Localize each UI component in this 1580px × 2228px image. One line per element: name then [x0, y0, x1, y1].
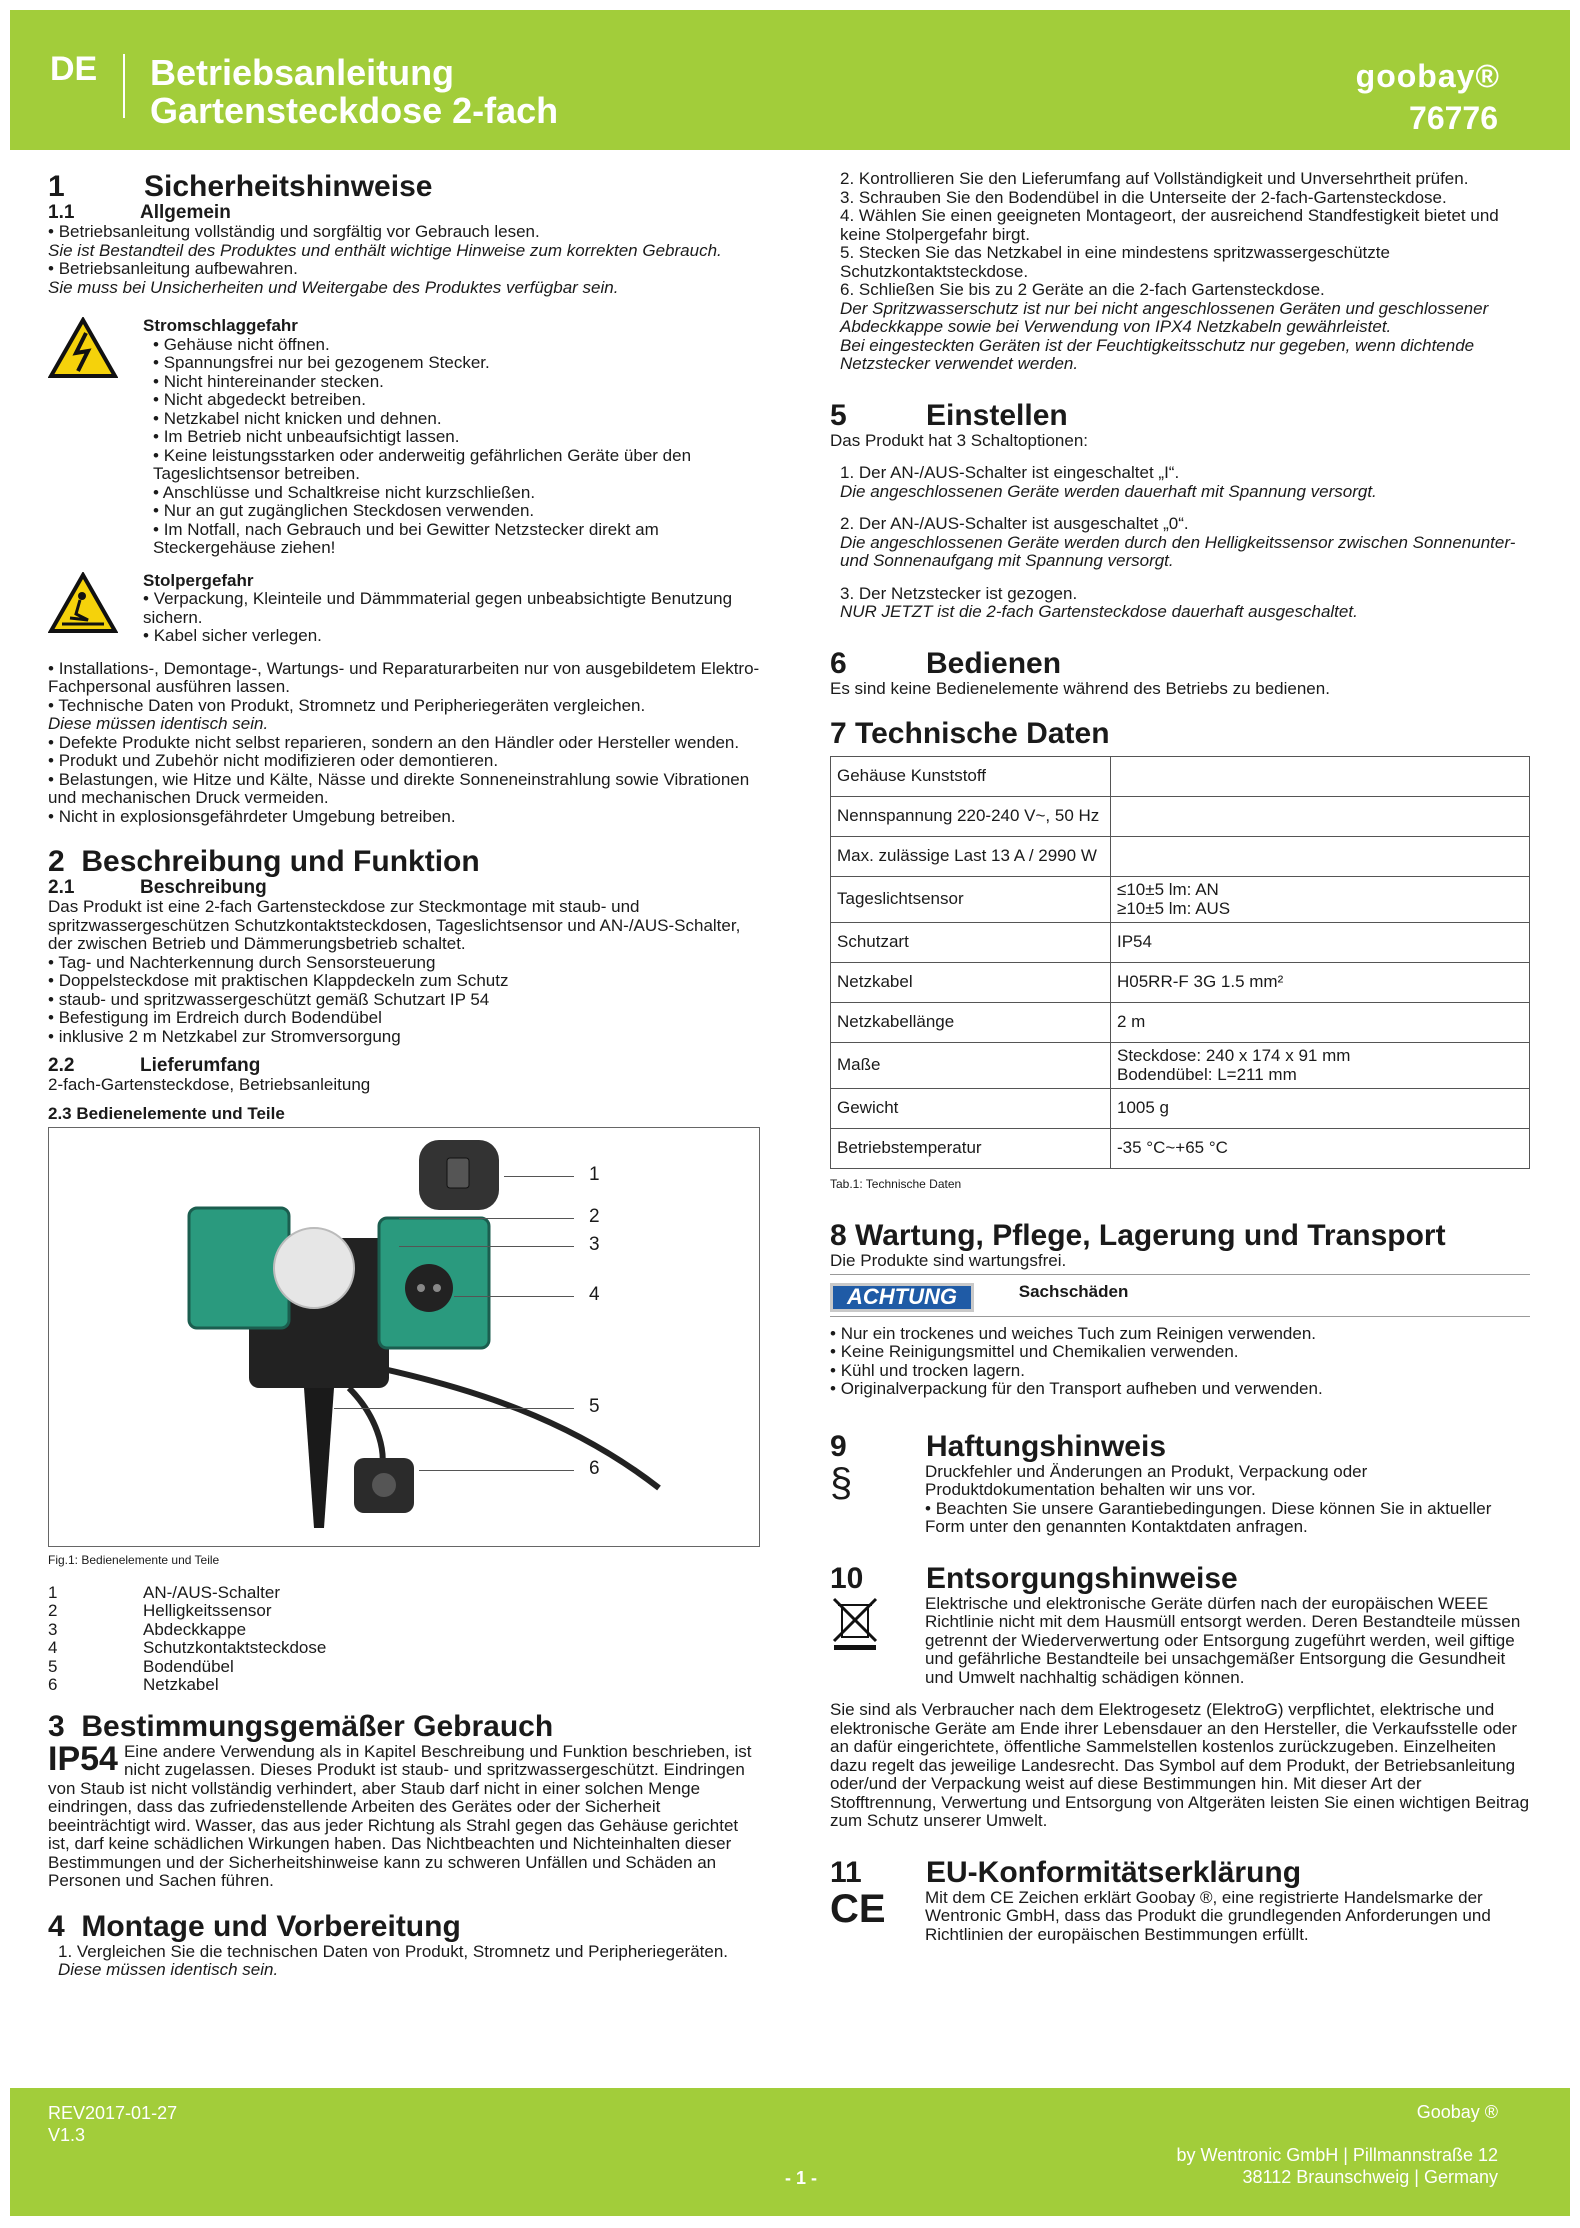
part-number: 1	[48, 1582, 58, 1602]
ip54-badge: IP54	[48, 1739, 118, 1778]
electric-hazard-icon	[48, 317, 118, 379]
table-value: -35 °C~+65 °C	[1111, 1129, 1530, 1169]
step-4: 4. Wählen Sie einen geeigneten Montageort, der ausreichend Standfestigkeit bietet und keine Stolpergefahr birgt.	[840, 206, 1499, 244]
table-row	[831, 923, 1530, 963]
part-name: Schutzkontaktsteckdose	[143, 1638, 327, 1657]
section-9-heading: 9 Haftungshinweis	[830, 1429, 1167, 1463]
part-number: 5	[48, 1656, 58, 1676]
table-value: 1005 g	[1111, 1089, 1530, 1129]
option-3: 3. Der Netzstecker ist gezogen.	[840, 583, 1078, 603]
option-3-note: NUR JETZT ist die 2-fach Gartensteckdose dauerhaft ausgeschaltet.	[840, 602, 1358, 621]
caution-badge: ACHTUNG	[830, 1283, 974, 1312]
liability-text-1: Druckfehler und Änderungen an Produkt, Verpackung oder Produktdokumentation behalten wir uns vor.	[925, 1461, 1368, 1499]
list-item: • Kühl und trocken lagern.	[830, 1362, 1530, 1381]
table-value	[1111, 757, 1530, 797]
part-number: 4	[48, 1638, 58, 1657]
list-item: • inklusive 2 m Netzkabel zur Stromversorgung	[48, 1028, 760, 1047]
step-6: 6. Schließen Sie bis zu 2 Geräte an die 2-fach Gartensteckdose.	[840, 280, 1325, 299]
general-bullet: • Betriebsanleitung vollständig und sorgfältig vor Gebrauch lesen.	[48, 222, 540, 241]
table-value	[1111, 837, 1530, 877]
part-number: 2	[48, 1601, 58, 1620]
step-2: 2. Kontrollieren Sie den Lieferumfang auf Vollständigkeit und Unversehrtheit prüfen.	[840, 169, 1469, 188]
liability-text-2: • Beachten Sie unsere Garantiebedingungen. Diese können Sie in aktueller Form unter den genannten Kontaktdaten anfragen.	[925, 1498, 1492, 1536]
montage-note-2: Bei eingesteckten Geräten ist der Feuchtigkeitsschutz nur gegeben, wenn dichtende Netzstecker verwendet werden.	[840, 335, 1475, 373]
table-caption: Tab.1: Technische Daten	[830, 1177, 962, 1191]
electric-shock-warning	[48, 317, 760, 558]
section-2-heading: 2 Beschreibung und Funktion	[48, 845, 480, 878]
company-address: by Wentronic GmbH | Pillmannstraße 12 38112 Braunschweig | Germany	[1176, 2145, 1498, 2187]
list-item: • Kabel sicher verlegen.	[143, 627, 760, 646]
part-name: Bodendübel	[143, 1656, 234, 1676]
list-item: • Installations-, Demontage-, Wartungs- und Reparaturarbeiten nur von ausgebildetem Elektro-Fachpersonal ausführen lassen.	[48, 660, 760, 697]
list-item: • Tag- und Nachterkennung durch Sensorsteuerung	[48, 954, 760, 973]
step-1: 1. Vergleichen Sie die technischen Daten von Produkt, Stromnetz und Peripheriegeräten.	[58, 1941, 729, 1961]
right-column	[830, 170, 1530, 1944]
doc-title: Betriebsanleitung	[150, 52, 455, 93]
list-item: • Netzkabel nicht knicken und dehnen.	[143, 410, 760, 429]
table-key: Tageslichtsensor	[831, 877, 1111, 923]
table-key: Max. zulässige Last 13 A / 2990 W	[831, 837, 1111, 877]
figure-label-1: 1	[589, 1164, 600, 1185]
list-item: • Nicht abgedeckt betreiben.	[143, 391, 760, 410]
header-divider	[123, 54, 125, 118]
table-key: Gehäuse Kunststoff	[831, 757, 1111, 797]
list-item: • Im Notfall, nach Gebrauch und bei Gewitter Netzstecker direkt am Steckergehäuse ziehen!	[143, 521, 760, 558]
table-row	[831, 837, 1530, 877]
figure-label-4: 4	[589, 1284, 600, 1305]
table-key: Schutzart	[831, 923, 1111, 963]
trip-hazard-warning	[48, 572, 760, 646]
warning-title: Stromschlaggefahr	[143, 316, 298, 335]
section-11-heading: 11 EU-Konformitätserklärung	[830, 1855, 1302, 1889]
section-6-heading: 6 Bedienen	[830, 646, 1062, 680]
step-3: 3. Schrauben Sie den Bodendübel in die Unterseite der 2-fach-Gartensteckdose.	[840, 187, 1447, 207]
list-item: • Spannungsfrei nur bei gezogenem Stecker.	[143, 354, 760, 373]
table-row	[831, 757, 1530, 797]
conformity-text: Mit dem CE Zeichen erklärt Goobay ®, eine registrierte Handelsmarke der Wentronic GmbH, dass das Produkt die grundlegenden Anforderungen und Richtlinien der europäischen Bestimmungen erfüllt.	[925, 1887, 1491, 1944]
table-key: Maße	[831, 1043, 1111, 1089]
list-item: • Doppelsteckdose mit praktischen Klappdeckeln zum Schutz	[48, 972, 760, 991]
list-item: • Gehäuse nicht öffnen.	[143, 336, 760, 355]
list-item: • Keine leistungsstarken oder anderweitig gefährlichen Geräte über den Tageslichtsensor betreiben.	[143, 447, 760, 484]
general-note: Sie muss bei Unsicherheiten und Weitergabe des Produktes verfügbar sein.	[48, 277, 619, 297]
table-row	[831, 1003, 1530, 1043]
table-key: Netzkabel	[831, 963, 1111, 1003]
table-row	[831, 877, 1530, 923]
part-name: Netzkabel	[143, 1675, 219, 1694]
left-column	[48, 165, 760, 1980]
list-item: • Nicht hintereinander stecken.	[143, 373, 760, 392]
disposal-block	[830, 1595, 1530, 1688]
weee-bin-icon	[830, 1595, 880, 1651]
figure-label-2: 2	[589, 1206, 600, 1227]
table-key: Netzkabellänge	[831, 1003, 1111, 1043]
table-key: Nennspannung 220-240 V~, 50 Hz	[831, 797, 1111, 837]
trip-hazard-icon	[48, 572, 118, 634]
list-item: • Belastungen, wie Hitze und Kälte, Nässe und direkte Sonneneinstrahlung sowie Vibrationen und mechanischen Druck vermeiden.	[48, 771, 760, 808]
list-item: • Defekte Produkte nicht selbst reparieren, sondern an den Händler oder Hersteller wenden.	[48, 734, 760, 753]
caution-title: Sachschäden	[1018, 1282, 1129, 1301]
section-8-heading: 8 Wartung, Pflege, Lagerung und Transport	[830, 1218, 1446, 1252]
list-item: • Nicht in explosionsgefährdeter Umgebung betreiben.	[48, 808, 760, 827]
parts-list	[48, 1584, 760, 1695]
footer-band	[10, 2088, 1570, 2216]
product-figure	[48, 1127, 760, 1547]
part-name: AN-/AUS-Schalter	[143, 1582, 280, 1602]
disposal-text-2: Sie sind als Verbraucher nach dem Elektrogesetz (ElektroG) verpflichtet, elektrische und elektronische Geräte am Ende ihrer Lebensdauer an den Hersteller, die Verkaufsstelle oder an dafür eingerichtete, öffentliche Sammelstellen kostenlos zurückzugeben. Einzelheiten dazu regelt das jeweilige Landesrecht. Das Symbol auf dem Produkt, der Betriebsanleitung oder/und der Verpackung weist auf diese Bestimmungen hin. Mit dieser Art der Stofftrennung, Verwertung und Entsorgung von Altgeräten leisten Sie einen wichtigen Beitrag zum Schutz unserer Umwelt.	[830, 1700, 1530, 1830]
disposal-text-1: Elektrische und elektronische Geräte dürfen nach der europäischen WEEE Richtlinie nicht mit dem Hausmüll entsorgt werden. Deren Bestandteile müssen getrennt der Wiederverwertung oder Entsorgung zugeführt werden, weil giftige und gefährliche Bestandteile bei unsachgemäßer Entsorgung die Gesundheit und Umwelt nachhaltig schädigen können.	[925, 1593, 1521, 1687]
part-number: 3	[48, 1619, 58, 1639]
list-item: • Verpackung, Kleinteile und Dämmmaterial gegen unbeabsichtigte Benutzung sichern.	[143, 590, 760, 627]
caution-row	[830, 1283, 1530, 1312]
section-1-heading: 1 Sicherheitshinweise	[48, 170, 433, 203]
general-note: Sie ist Bestandteil des Produktes und enthält wichtige Hinweise zum korrekten Gebrauch.	[48, 240, 722, 260]
product-illustration	[49, 1128, 761, 1548]
footer-brand: Goobay ®	[1416, 2102, 1498, 2122]
brand-logo: goobay®	[1355, 58, 1500, 94]
feature-list	[48, 954, 760, 1047]
section-10-heading: 10 Entsorgungshinweise	[830, 1561, 1238, 1595]
general-safety-list-2	[48, 734, 760, 827]
technical-data-table	[830, 756, 1530, 1169]
ce-mark-icon: CE	[830, 1886, 886, 1931]
figure-caption: Fig.1: Bedienelemente und Teile	[48, 1553, 220, 1567]
general-note: Diese müssen identisch sein.	[48, 714, 269, 733]
table-value: IP54	[1111, 923, 1530, 963]
table-key: Gewicht	[831, 1089, 1111, 1129]
table-value: H05RR-F 3G 1.5 mm²	[1111, 963, 1530, 1003]
section-3-heading: 3 Bestimmungsgemäßer Gebrauch	[48, 1709, 554, 1743]
section-5-heading: 5 Einstellen	[830, 398, 1068, 432]
warning-title: Stolpergefahr	[143, 570, 254, 590]
section-7-heading: 7 Technische Daten	[830, 717, 1110, 750]
table-value: 2 m	[1111, 1003, 1530, 1043]
part-name: Abdeckkappe	[143, 1619, 247, 1639]
table-value: Steckdose: 240 x 174 x 91 mm Bodendübel: L=211 mm	[1111, 1043, 1530, 1089]
figure-label-6: 6	[589, 1458, 600, 1479]
table-row	[831, 963, 1530, 1003]
figure-label-5: 5	[589, 1396, 600, 1417]
table-row	[831, 1043, 1530, 1089]
general-bullet: • Betriebsanleitung aufbewahren.	[48, 259, 298, 278]
option-1: 1. Der AN-/AUS-Schalter ist eingeschaltet „I“.	[840, 463, 1180, 482]
settings-intro: Das Produkt hat 3 Schaltoptionen:	[830, 430, 1088, 450]
subsection-2-1-heading: 2.1 Beschreibung	[48, 877, 267, 898]
paragraph-icon: §	[830, 1460, 853, 1505]
scope-text: 2-fach-Gartensteckdose, Betriebsanleitung	[48, 1075, 371, 1094]
list-item: • Im Betrieb nicht unbeaufsichtigt lassen.	[143, 428, 760, 447]
list-item: • staub- und spritzwassergeschützt gemäß Schutzart IP 54	[48, 991, 760, 1010]
table-value: ≤10±5 lm: AN ≥10±5 lm: AUS	[1111, 877, 1530, 923]
trip-warning-list	[143, 590, 760, 646]
description-text: Das Produkt ist eine 2-fach Gartensteckdose zur Steckmontage mit staub- und spritzwassergeschützen Schutzkontaktsteckdosen, Tageslichtsensor und AN-/AUS-Schalter, der zwischen Betrieb und Dämmerungsbetrieb schaltet.	[48, 897, 741, 953]
step-5: 5. Stecken Sie das Netzkabel in eine mindestens spritzwassergeschützte Schutzkontaktsteckdose.	[840, 243, 1390, 281]
subsection-1-1-heading: 1.1 Allgemein	[48, 202, 231, 223]
list-item: • Anschlüsse und Schaltkreise nicht kurzschließen.	[143, 484, 760, 503]
section-4-heading: 4 Montage und Vorbereitung	[48, 1909, 461, 1943]
list-item: • Technische Daten von Produkt, Stromnetz und Peripheriegeräten vergleichen.	[48, 697, 760, 716]
maintenance-intro: Die Produkte sind wartungsfrei.	[830, 1250, 1067, 1270]
shock-warning-list	[143, 336, 760, 558]
list-item: • Produkt und Zubehör nicht modifizieren oder demontieren.	[48, 752, 760, 771]
table-value	[1111, 797, 1530, 837]
list-item: • Originalverpackung für den Transport aufheben und verwenden.	[830, 1380, 1530, 1399]
conformity-block	[830, 1886, 1530, 1945]
general-safety-list	[48, 660, 760, 716]
step-1-note: Diese müssen identisch sein.	[58, 1960, 279, 1979]
subsection-2-2-heading: 2.2 Lieferumfang	[48, 1055, 261, 1076]
list-item: • Keine Reinigungsmittel und Chemikalien verwenden.	[830, 1343, 1530, 1362]
option-2: 2. Der AN-/AUS-Schalter ist ausgeschaltet „0“.	[840, 514, 1189, 533]
intended-use-text: Eine andere Verwendung als in Kapitel Beschreibung und Funktion beschrieben, ist nicht zugelassen. Dieses Produkt ist staub- und spritzwassergeschützt. Eindringen von Staub ist nicht vollständig verhindert, aber Staub darf nicht in einer solchen Menge eindringen, dass das zufriedenstellende Arbeiten des Gerätes oder der Sicherheit beeinträchtigt wird. Wasser, das aus jeder Richtung als Strahl gegen das Gehäuse gerichtet ist, darf keine schädlichen Wirkungen haben. Das Nichtbeachten und Nichteinhalten dieser Bestimmungen und der Sicherheitshinweise kann zu schweren Unfällen und Schäden an Personen und Sachen führen.	[48, 1741, 752, 1890]
table-row	[831, 797, 1530, 837]
table-row	[831, 1089, 1530, 1129]
option-2-note: Die angeschlossenen Geräte werden durch den Helligkeitssensor zwischen Sonnenunter- und Sonnenaufgang mit Spannung versorgt.	[840, 532, 1516, 570]
list-item: • Befestigung im Erdreich durch Bodendübel	[48, 1009, 760, 1028]
intended-use	[48, 1739, 760, 1891]
subsection-2-3-heading: 2.3 Bedienelemente und Teile	[48, 1103, 285, 1123]
figure-label-3: 3	[589, 1234, 600, 1255]
option-1-note: Die angeschlossenen Geräte werden dauerhaft mit Spannung versorgt.	[840, 481, 1377, 501]
table-row	[831, 1129, 1530, 1169]
language-code: DE	[50, 50, 98, 88]
liability-block	[830, 1460, 1530, 1537]
list-item: • Nur ein trockenes und weiches Tuch zum Reinigen verwenden.	[830, 1325, 1530, 1344]
page-number: - 1 -	[785, 2168, 818, 2188]
part-number: 6	[48, 1675, 58, 1694]
product-title: Gartensteckdose 2-fach	[150, 90, 559, 131]
table-key: Betriebstemperatur	[831, 1129, 1111, 1169]
care-list	[830, 1325, 1530, 1399]
part-name: Helligkeitssensor	[143, 1601, 272, 1620]
header-band	[10, 10, 1570, 150]
montage-note: Der Spritzwasserschutz ist nur bei nicht angeschlossenen Geräten und geschlossener Abdeckkappe sowie bei Verwendung von IPX4 Netzkabeln gewährleistet.	[840, 298, 1489, 336]
list-item: • Nur an gut zugänglichen Steckdosen verwenden.	[143, 502, 760, 521]
article-number: 76776	[1409, 100, 1498, 136]
revision-info: REV2017-01-27 V1.3	[48, 2103, 178, 2145]
operate-text: Es sind keine Bedienelemente während des Betriebs zu bedienen.	[830, 678, 1330, 698]
